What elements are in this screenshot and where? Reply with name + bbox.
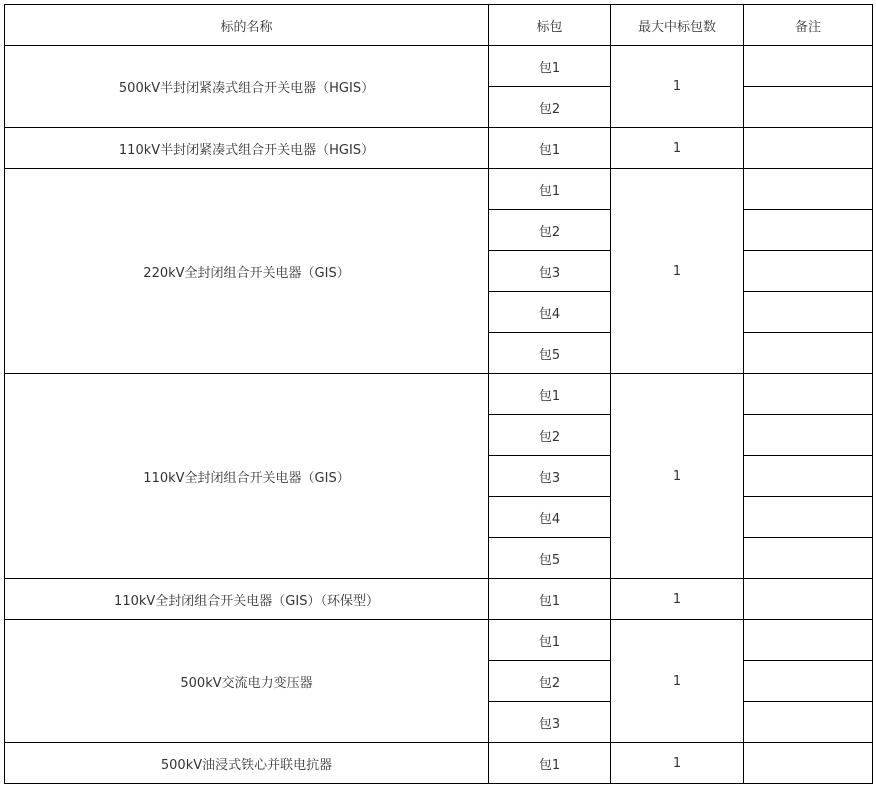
header-name: 标的名称: [5, 5, 489, 46]
table-row: [5, 128, 873, 169]
item-name-cell: 500kV半封闭紧凑式组合开关电器（HGIS）: [5, 46, 489, 128]
table-row: [5, 620, 873, 661]
package-cell: 包1: [489, 128, 611, 169]
package-cell: 包2: [489, 210, 611, 251]
table-row: [5, 579, 873, 620]
header-row: [5, 5, 873, 46]
header-max-packages: 最大中标包数: [611, 5, 744, 46]
package-cell: 包5: [489, 333, 611, 374]
remarks-cell: [744, 743, 873, 784]
package-cell: 包4: [489, 292, 611, 333]
remarks-cell: [744, 415, 873, 456]
table-row: [5, 46, 873, 87]
package-cell: 包3: [489, 702, 611, 743]
remarks-cell: [744, 702, 873, 743]
max-packages-cell: 1: [611, 620, 744, 743]
remarks-cell: [744, 210, 873, 251]
max-packages-cell: 1: [611, 743, 744, 784]
item-name-cell: 500kV交流电力变压器: [5, 620, 489, 743]
max-packages-cell: 1: [611, 128, 744, 169]
item-name-cell: 110kV全封闭组合开关电器（GIS）（环保型）: [5, 579, 489, 620]
package-cell: 包2: [489, 415, 611, 456]
package-cell: 包4: [489, 497, 611, 538]
max-packages-cell: 1: [611, 46, 744, 128]
item-name-cell: 220kV全封闭组合开关电器（GIS）: [5, 169, 489, 374]
remarks-cell: [744, 579, 873, 620]
remarks-cell: [744, 497, 873, 538]
remarks-cell: [744, 456, 873, 497]
package-cell: 包5: [489, 538, 611, 579]
package-cell: 包2: [489, 661, 611, 702]
header-package: 标包: [489, 5, 611, 46]
bid-table: [4, 4, 873, 784]
table-row: [5, 374, 873, 415]
item-name-cell: 110kV全封闭组合开关电器（GIS）: [5, 374, 489, 579]
package-cell: 包2: [489, 87, 611, 128]
header-remarks: 备注: [744, 5, 873, 46]
remarks-cell: [744, 333, 873, 374]
remarks-cell: [744, 620, 873, 661]
table-row: [5, 743, 873, 784]
remarks-cell: [744, 374, 873, 415]
remarks-cell: [744, 661, 873, 702]
max-packages-cell: 1: [611, 169, 744, 374]
max-packages-cell: 1: [611, 374, 744, 579]
remarks-cell: [744, 46, 873, 87]
remarks-cell: [744, 251, 873, 292]
remarks-cell: [744, 538, 873, 579]
package-cell: 包3: [489, 251, 611, 292]
package-cell: 包1: [489, 169, 611, 210]
item-name-cell: 110kV半封闭紧凑式组合开关电器（HGIS）: [5, 128, 489, 169]
table-body: [5, 46, 873, 784]
package-cell: 包3: [489, 456, 611, 497]
remarks-cell: [744, 292, 873, 333]
package-cell: 包1: [489, 374, 611, 415]
remarks-cell: [744, 87, 873, 128]
remarks-cell: [744, 128, 873, 169]
max-packages-cell: 1: [611, 579, 744, 620]
item-name-cell: 500kV油浸式铁心并联电抗器: [5, 743, 489, 784]
table-row: [5, 169, 873, 210]
package-cell: 包1: [489, 620, 611, 661]
remarks-cell: [744, 169, 873, 210]
package-cell: 包1: [489, 743, 611, 784]
package-cell: 包1: [489, 579, 611, 620]
package-cell: 包1: [489, 46, 611, 87]
